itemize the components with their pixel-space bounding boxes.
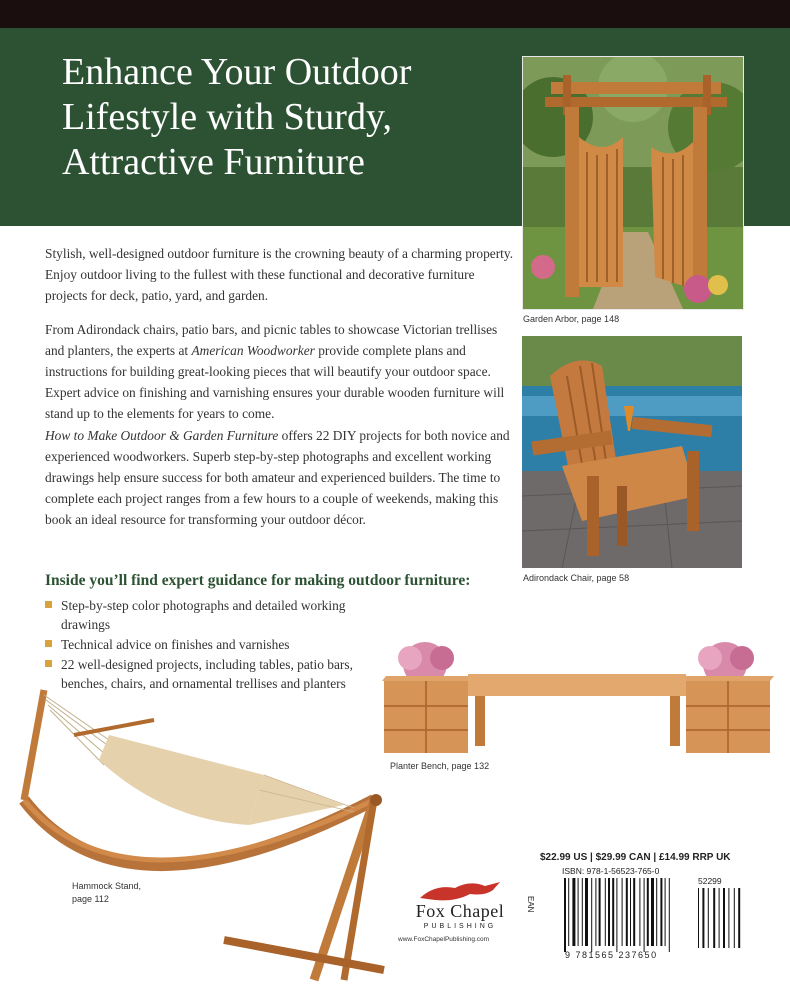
feature-item bbox=[45, 596, 375, 634]
book-title: How to Make Outdoor & Garden Furniture bbox=[45, 428, 279, 443]
bullet-square-icon bbox=[45, 601, 52, 608]
feature-item-text: 22 well-designed projects, including tables, patio bars, benches, chairs, and ornamental trellises and planters bbox=[61, 657, 353, 691]
hammock-stand-photo bbox=[14, 680, 394, 990]
chair-caption: Adirondack Chair, page 58 bbox=[523, 573, 630, 583]
bullet-square-icon bbox=[45, 660, 52, 667]
headline-line-2: Lifestyle with Sturdy, bbox=[62, 95, 392, 138]
garden-arbor-photo bbox=[522, 56, 744, 310]
experts-text-a: From Adirondack chairs, patio bars, and picnic tables to showcase Victorian trellises and planters, the experts at bbox=[45, 322, 498, 358]
adirondack-chair-photo bbox=[522, 336, 742, 568]
intro-paragraph: Stylish, well-designed outdoor furniture is the crowning beauty of a charming property. Enjoy outdoor living to the fullest with these functional and decorative furniture projects for deck, patio, yard, and garden. bbox=[45, 246, 514, 303]
feature-item-text: Technical advice on finishes and varnishes bbox=[61, 637, 290, 652]
feature-item-text: Step-by-step color photographs and detailed working drawings bbox=[61, 598, 346, 632]
arbor-caption: Garden Arbor, page 148 bbox=[523, 314, 620, 324]
planter-bench-photo bbox=[380, 636, 775, 756]
feature-item bbox=[45, 635, 375, 654]
hammock-caption-line-2: page 112 bbox=[72, 894, 109, 904]
isbn-text: ISBN: 978-1-56523-765-0 bbox=[562, 866, 660, 876]
projects-paragraph bbox=[45, 425, 515, 530]
publisher-sub: PUBLISHING bbox=[423, 923, 497, 930]
publisher-url: www.FoxChapelPublishing.com bbox=[398, 936, 490, 943]
experts-paragraph bbox=[45, 319, 515, 424]
hammock-caption bbox=[72, 880, 141, 906]
magazine-title: American Woodworker bbox=[191, 343, 315, 358]
headline-line-3: Attractive Furniture bbox=[62, 140, 365, 183]
ean-label: EAN bbox=[526, 896, 535, 913]
headline-line-1: Enhance Your Outdoor bbox=[62, 51, 412, 93]
experts-text-b: provide complete plans and instructions for building great-looking pieces that will beautify your outdoor space. Expert advice on finishing and varnishing ensures your durable wooden furniture will stand up to the elements for years to come. bbox=[45, 343, 505, 421]
top-dark-bar bbox=[0, 0, 790, 28]
publisher-name: Fox Chapel bbox=[415, 901, 505, 921]
guide-title: Inside you’ll find expert guidance for making outdoor furniture: bbox=[45, 572, 471, 589]
bench-caption: Planter Bench, page 132 bbox=[390, 761, 490, 771]
barcode-addon: 52299 bbox=[698, 876, 722, 886]
hammock-caption-line-1: Hammock Stand, bbox=[72, 881, 142, 891]
projects-text: offers 22 DIY projects for both novice and experienced woodworkers. Superb step-by-step photographs and excellent working drawings help ensure success for both amateur and experienced builders. The time to complete each project ranges from a few hours to a couple of weekends, making this book an ideal resource for transforming your outdoor décor. bbox=[45, 428, 510, 527]
price-line: $22.99 US | $29.99 CAN | £14.99 RRP UK bbox=[540, 852, 731, 863]
fox-logo-icon bbox=[415, 876, 505, 906]
headline bbox=[62, 50, 502, 184]
bullet-square-icon bbox=[45, 640, 52, 647]
barcode-digits: 9 781565 237650 bbox=[565, 950, 658, 960]
